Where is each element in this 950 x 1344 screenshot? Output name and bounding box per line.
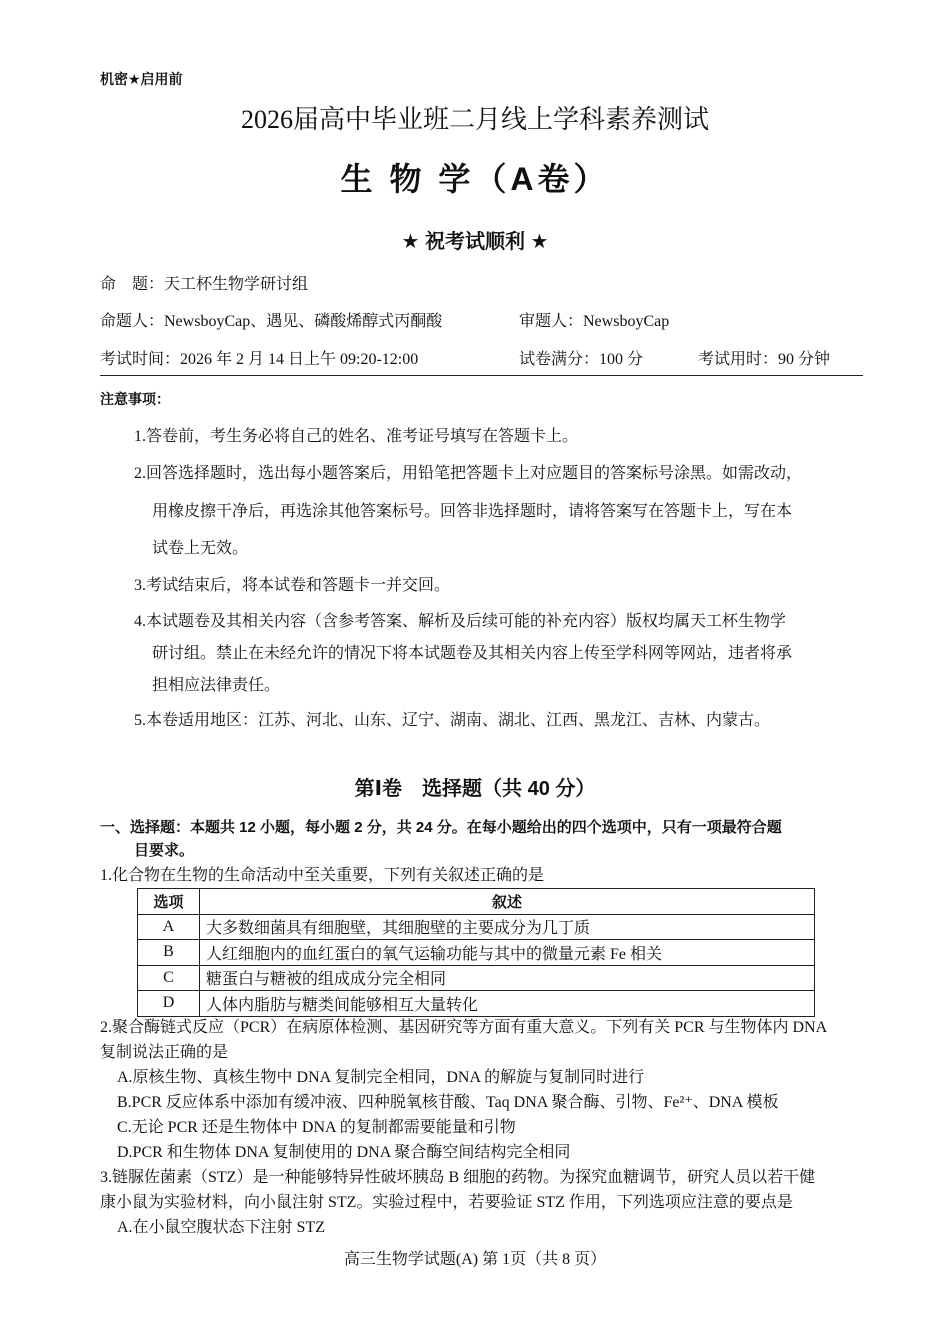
option-key: D <box>138 991 200 1017</box>
duration: 考试用时：90 分钟 <box>698 351 831 368</box>
q3-option-a: A.在小鼠空腹状态下注射 STZ <box>117 1219 326 1236</box>
q1-stem: 1.化合物在生物的生命活动中至关重要，下列有关叙述正确的是 <box>100 867 545 884</box>
exam-title: 2026届高中毕业班二月线上学科素养测试 <box>240 105 709 134</box>
q1-options-table <box>137 888 815 1017</box>
section-instructions: 一、选择题：本题共 12 小题，每小题 2 分，共 24 分。在每小题给出的四个选项中，只有一项最符合题 <box>100 819 782 836</box>
table-row <box>138 914 815 940</box>
col-header-option: 选项 <box>138 889 200 915</box>
page-footer: 高三生物学试题(A) 第 1页（共 8 页） <box>343 1251 607 1268</box>
q2-option-d: D.PCR 和生物体 DNA 复制使用的 DNA 聚合酶空间结构完全相同 <box>117 1144 571 1161</box>
col-header-statement: 叙述 <box>200 889 815 915</box>
exam-time: 考试时间：2026 年 2 月 14 日上午 09:20-12:00 <box>100 351 419 368</box>
note-line: 担相应法律责任。 <box>152 677 281 694</box>
q2-option-a: A.原核生物、真核生物中 DNA 复制完全相同，DNA 的解旋与复制同时进行 <box>117 1069 645 1086</box>
setter-group: 命 题：天工杯生物学研讨组 <box>100 276 309 293</box>
option-text: 人体内脂肪与糖类间能够相互大量转化 <box>200 991 815 1017</box>
q2-stem: 2.聚合酶链式反应（PCR）在病原体检测、基因研究等方面有重大意义。下列有关 PCR 与生物体内 DNA <box>100 1019 828 1036</box>
option-key: B <box>138 940 200 966</box>
wish-line: ★ 祝考试顺利 ★ <box>401 231 549 253</box>
header-rule <box>100 375 863 376</box>
note-line: 4.本试题卷及其相关内容（含参考答案、解析及后续可能的补充内容）版权均属天工杯生物学 <box>134 613 787 630</box>
subject-title: 生 物 学（A卷） <box>340 161 610 197</box>
note-line: 2.回答选择题时，选出每小题答案后，用铅笔把答题卡上对应题目的答案标号涂黑。如需改动， <box>134 465 803 482</box>
notes-heading: 注意事项： <box>100 391 170 407</box>
note-line: 研讨组。禁止在未经允许的情况下将本试题卷及其相关内容上传至学科网等网站，违者将承 <box>152 645 793 662</box>
note-line: 试卷上无效。 <box>152 540 249 557</box>
q2-stem-cont: 复制说法正确的是 <box>100 1044 229 1061</box>
section-instructions-cont: 目要求。 <box>134 842 195 859</box>
table-row <box>138 991 815 1017</box>
table-row <box>138 940 815 966</box>
q3-stem: 3.链脲佐菌素（STZ）是一种能够特异性破坏胰岛 B 细胞的药物。为探究血糖调节，研究人员以若干健 <box>100 1169 816 1186</box>
q3-stem-cont: 康小鼠为实验材料，向小鼠注射 STZ。实验过程中，若要验证 STZ 作用，下列选项应注意的要点是 <box>100 1194 793 1211</box>
option-text: 人红细胞内的血红蛋白的氧气运输功能与其中的微量元素 Fe 相关 <box>200 940 815 966</box>
full-score: 试卷满分：100 分 <box>519 351 644 368</box>
note-line: 3.考试结束后，将本试卷和答题卡一并交回。 <box>134 577 451 594</box>
section-title: 第Ⅰ卷 选择题（共 40 分） <box>354 778 596 800</box>
option-text: 糖蛋白与糖被的组成成分完全相同 <box>200 965 815 991</box>
option-key: C <box>138 965 200 991</box>
q2-option-c: C.无论 PCR 还是生物体中 DNA 的复制都需要能量和引物 <box>117 1119 516 1136</box>
confidential-label: 机密★启用前 <box>100 71 183 87</box>
note-line: 1.答卷前，考生务必将自己的姓名、准考证号填写在答题卡上。 <box>134 428 579 445</box>
note-line: 5.本卷适用地区：江苏、河北、山东、辽宁、湖南、湖北、江西、黑龙江、吉林、内蒙古。 <box>134 712 771 729</box>
option-text: 大多数细菌具有细胞壁，其细胞壁的主要成分为几丁质 <box>200 914 815 940</box>
setters: 命题人：NewsboyCap、遇见、磷酸烯醇式丙酮酸 <box>100 313 443 330</box>
table-row <box>138 965 815 991</box>
note-line: 用橡皮擦干净后，再选涂其他答案标号。回答非选择题时，请将答案写在答题卡上，写在本 <box>152 503 793 520</box>
reviewer: 审题人：NewsboyCap <box>519 313 670 330</box>
q2-option-b: B.PCR 反应体系中添加有缓冲液、四种脱氧核苷酸、Taq DNA 聚合酶、引物、Fe²⁺、DNA 模板 <box>117 1094 779 1111</box>
option-key: A <box>138 914 200 940</box>
